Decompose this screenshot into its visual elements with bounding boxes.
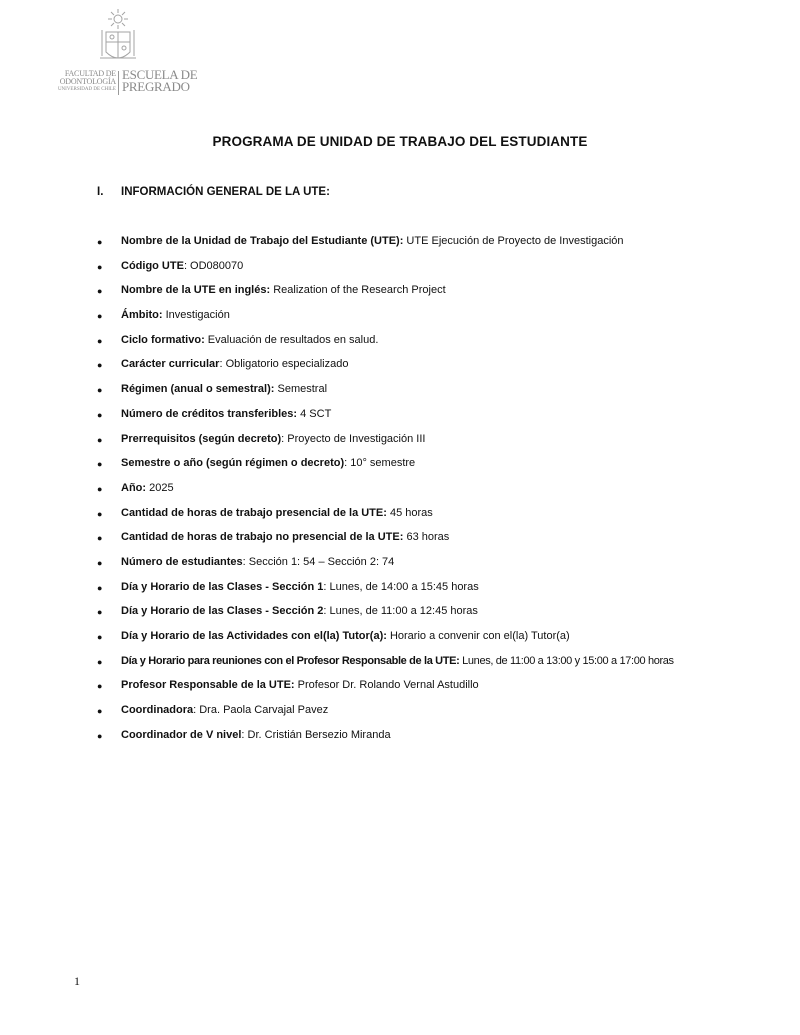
item-label: Número de créditos transferibles: <box>121 407 298 420</box>
section-number: I. <box>97 186 104 198</box>
item-label: Día y Horario para reuniones con el Profesor Responsable de la UTE: <box>121 654 460 667</box>
bullet-icon: ● <box>97 311 103 322</box>
list-item <box>0 704 800 729</box>
item-value: : OD080070 <box>183 259 244 272</box>
item-value: 63 horas <box>403 531 450 544</box>
university-name: UNIVERSIDAD DE CHILE <box>57 87 116 92</box>
item-label: Prerrequisitos (según decreto) <box>121 432 282 445</box>
bullet-icon: ● <box>97 656 103 667</box>
item-label: Número de estudiantes <box>121 555 243 568</box>
item-value: UTE Ejecución de Proyecto de Investigación <box>403 235 624 247</box>
item-label: Coordinadora <box>121 704 194 717</box>
bullet-icon: ● <box>97 483 103 494</box>
item-label: Día y Horario de las Clases - Sección 2 <box>121 605 324 618</box>
section-heading <box>97 186 330 198</box>
list-item <box>0 284 800 309</box>
item-label: Régimen (anual o semestral): <box>121 383 275 396</box>
item-label: Cantidad de horas de trabajo presencial de la UTE: <box>121 506 387 519</box>
item-label: Día y Horario de las Clases - Sección 1 <box>121 580 324 593</box>
school-name-line1: ESCUELA DE <box>122 67 198 82</box>
bullet-icon: ● <box>97 261 103 272</box>
list-item <box>0 383 800 408</box>
bullet-icon: ● <box>97 582 103 593</box>
item-value: Investigación <box>162 309 230 322</box>
list-item <box>0 309 800 334</box>
list-item <box>0 679 800 704</box>
general-info-list <box>0 235 800 753</box>
bullet-icon: ● <box>97 409 103 420</box>
item-value: Horario a convenir con el(la) Tutor(a) <box>386 630 570 642</box>
item-label: Día y Horario de las Actividades con el(la) Tutor(a): <box>121 630 387 642</box>
school-name <box>122 69 197 93</box>
school-name-line2: PREGRADO <box>122 79 190 94</box>
item-value: : Proyecto de Investigación III <box>281 432 426 445</box>
list-item <box>0 358 800 383</box>
item-value: : Dr. Cristián Bersezio Miranda <box>241 728 391 741</box>
bullet-icon: ● <box>97 730 103 741</box>
list-item <box>0 507 800 532</box>
item-label: Profesor Responsable de la UTE: <box>121 679 295 692</box>
bullet-icon: ● <box>97 681 103 692</box>
list-item <box>0 408 800 433</box>
item-value: : Obligatorio especializado <box>219 358 349 371</box>
item-label: Carácter curricular <box>121 358 220 371</box>
page-number: 1 <box>74 974 80 988</box>
list-item <box>0 260 800 285</box>
list-item <box>0 235 800 260</box>
faculty-name-line1: FACULTAD DE <box>64 69 116 78</box>
item-label: Código UTE <box>121 259 184 272</box>
item-value: 2025 <box>146 481 174 494</box>
list-item <box>0 655 800 680</box>
list-item <box>0 433 800 458</box>
bullet-icon: ● <box>97 459 103 470</box>
item-value: Lunes, de 11:00 a 13:00 y 15:00 a 17:00 horas <box>459 654 674 667</box>
university-seal-icon <box>98 8 138 70</box>
item-value: Evaluación de resultados en salud. <box>204 333 379 346</box>
item-value: Realization of the Research Project <box>270 284 446 297</box>
item-value: : 10° semestre <box>344 457 416 470</box>
faculty-logo <box>48 8 198 98</box>
list-item <box>0 457 800 482</box>
document-title: PROGRAMA DE UNIDAD DE TRABAJO DEL ESTUDIANTE <box>212 134 588 149</box>
faculty-name-line2: ODONTOLOGÍA <box>59 77 116 86</box>
list-item <box>0 581 800 606</box>
section-title: INFORMACIÓN GENERAL DE LA UTE: <box>121 186 330 198</box>
bullet-icon: ● <box>97 237 103 247</box>
list-item <box>0 556 800 581</box>
bullet-icon: ● <box>97 557 103 568</box>
item-value: : Sección 1: 54 – Sección 2: 74 <box>242 555 395 568</box>
list-item <box>0 630 800 655</box>
list-item <box>0 334 800 359</box>
list-item <box>0 482 800 507</box>
bullet-icon: ● <box>97 286 103 297</box>
list-item <box>0 729 800 754</box>
bullet-icon: ● <box>97 360 103 371</box>
item-label: Nombre de la UTE en inglés: <box>121 284 271 297</box>
item-value: 4 SCT <box>297 407 332 420</box>
item-label: Coordinador de V nivel <box>121 728 242 741</box>
item-label: Año: <box>121 481 147 494</box>
item-value: Profesor Dr. Rolando Vernal Astudillo <box>294 679 479 692</box>
faculty-name <box>48 70 116 93</box>
bullet-icon: ● <box>97 335 103 346</box>
item-label: Semestre o año (según régimen o decreto) <box>121 457 345 470</box>
item-value: : Dra. Paola Carvajal Pavez <box>193 704 329 717</box>
item-label: Cantidad de horas de trabajo no presencial de la UTE: <box>121 531 404 544</box>
bullet-icon: ● <box>97 607 103 618</box>
item-label: Ciclo formativo: <box>121 333 205 346</box>
item-value: : Lunes, de 14:00 a 15:45 horas <box>323 580 479 593</box>
bullet-icon: ● <box>97 508 103 519</box>
list-item <box>0 605 800 630</box>
item-value: : Lunes, de 11:00 a 12:45 horas <box>323 605 478 618</box>
bullet-icon: ● <box>97 434 103 445</box>
bullet-icon: ● <box>97 533 103 544</box>
bullet-icon: ● <box>97 632 103 642</box>
bullet-icon: ● <box>97 706 103 717</box>
item-label: Nombre de la Unidad de Trabajo del Estudiante (UTE): <box>121 235 404 247</box>
logo-divider <box>118 71 119 95</box>
list-item <box>0 531 800 556</box>
item-label: Ámbito: <box>121 309 163 322</box>
item-value: Semestral <box>274 383 328 396</box>
bullet-icon: ● <box>97 385 103 396</box>
item-value: 45 horas <box>386 506 433 519</box>
